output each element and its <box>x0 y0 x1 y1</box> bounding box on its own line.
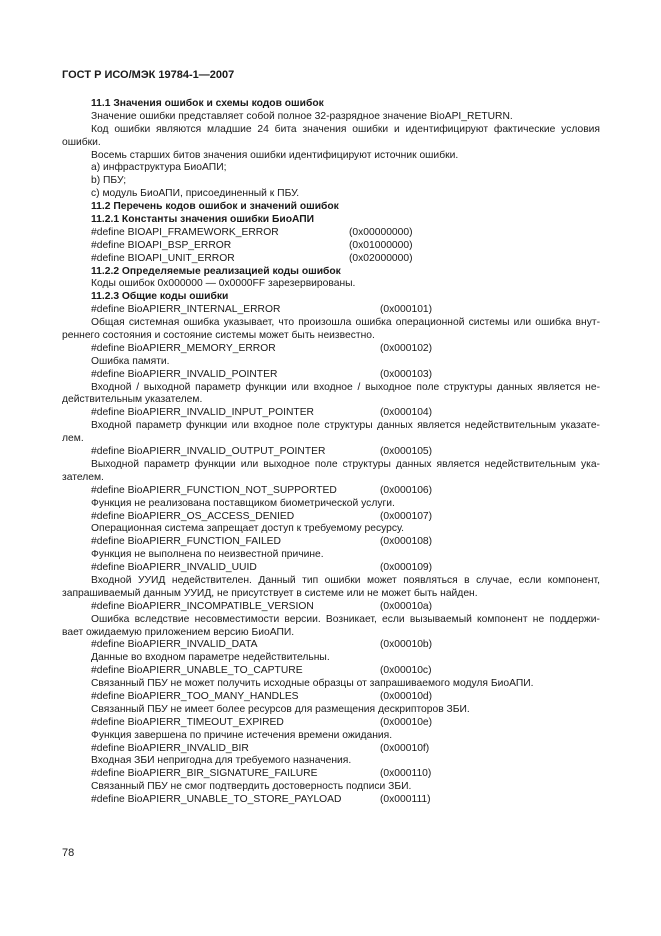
define-name: #define BioAPIERR_INTERNAL_ERROR <box>91 304 281 316</box>
paragraph-line: Функция завершена по причине истечения времени ожидания. <box>91 729 393 741</box>
paragraph-continuation: запрашиваемый данным УУИД, не присутствует в системе или не может быть найден. <box>62 587 478 599</box>
define-value: (0x00010f) <box>380 742 430 754</box>
paragraph-line: Входная ЗБИ непригодна для требуемого назначения. <box>91 755 352 767</box>
paragraph-line: Операционная система запрещает доступ к требуемому ресурсу. <box>91 523 405 535</box>
paragraph-line: Восемь старших битов значения ошибки идентифицируют источник ошибки. <box>91 149 459 161</box>
define-line <box>62 343 600 356</box>
define-value: (0x00010a) <box>380 600 433 612</box>
define-value: (0x000104) <box>380 407 433 419</box>
define-name: #define BioAPIERR_BIR_SIGNATURE_FAILURE <box>91 768 318 780</box>
paragraph-line: Коды ошибок 0x000000 — 0x0000FF зарезервированы. <box>91 278 356 290</box>
define-line <box>62 240 600 253</box>
define-name: #define BioAPIERR_INVALID_POINTER <box>91 368 278 380</box>
paragraph-line: Ошибка вследствие несовместимости версии. Возникает, если вызываемый компонент не поддержи- <box>91 613 600 625</box>
define-value: (0x000111) <box>380 794 431 806</box>
paragraph-line: Код ошибки являются младшие 24 бита значения ошибки и идентифицируют фактические условия <box>91 123 600 135</box>
section-heading: 11.2.3 Общие коды ошибки <box>91 291 229 303</box>
define-name: #define BioAPIERR_FUNCTION_FAILED <box>91 536 281 548</box>
paragraph-line: Ошибка памяти. <box>91 355 170 367</box>
define-line <box>62 253 600 266</box>
define-value: (0x01000000) <box>349 239 413 251</box>
define-value: (0x000110) <box>380 768 432 780</box>
section-heading: 11.2.1 Константы значения ошибки БиоАПИ <box>91 214 315 226</box>
define-name: #define BioAPIERR_INVALID_UUID <box>91 562 257 574</box>
define-value: (0x02000000) <box>349 252 413 264</box>
define-name: #define BioAPIERR_TOO_MANY_HANDLES <box>91 690 299 702</box>
document-body <box>62 98 600 807</box>
define-value: (0x000105) <box>380 446 433 458</box>
paragraph-line: Связанный ПБУ не может получить исходные образцы от запрашиваемого модуля БиоАПИ. <box>91 678 534 690</box>
define-name: #define BioAPIERR_INVALID_BIR <box>91 742 249 754</box>
define-line <box>62 665 600 678</box>
define-line <box>62 768 600 781</box>
paragraph-line: Входной УУИД недействителен. Данный тип ошибки может появляться в случае, если компонент, <box>91 574 600 586</box>
define-line <box>62 369 600 382</box>
define-name: #define BioAPIERR_MEMORY_ERROR <box>91 342 276 354</box>
define-value: (0x00000000) <box>349 226 413 238</box>
define-value: (0x00010b) <box>380 639 433 651</box>
define-line <box>62 691 600 704</box>
paragraph-line: b) ПБУ; <box>91 175 127 187</box>
paragraph-continuation: зателем. <box>62 471 104 483</box>
define-value: (0x000102) <box>380 342 433 354</box>
define-name: #define BIOAPI_BSP_ERROR <box>91 239 232 251</box>
define-value: (0x000108) <box>380 536 433 548</box>
define-line <box>62 601 600 614</box>
paragraph-continuation: реннего состояния и состояние системы может быть неизвестно. <box>62 330 375 342</box>
define-line <box>62 304 600 317</box>
paragraph-continuation: действительным указателем. <box>62 394 203 406</box>
define-name: #define BioAPIERR_UNABLE_TO_CAPTURE <box>91 665 303 677</box>
define-value: (0x000101) <box>380 304 433 316</box>
paragraph-line: а) инфраструктура БиоАПИ; <box>91 162 227 174</box>
define-value: (0x000107) <box>380 510 433 522</box>
define-name: #define BIOAPI_FRAMEWORK_ERROR <box>91 226 279 238</box>
define-line <box>62 536 600 549</box>
define-line <box>62 485 600 498</box>
define-name: #define BioAPIERR_INVALID_DATA <box>91 639 258 651</box>
define-value: (0x00010e) <box>380 716 433 728</box>
define-name: #define BioAPIERR_TIMEOUT_EXPIRED <box>91 716 284 728</box>
paragraph-line: Значение ошибки представляет собой полное 32-разрядное значение BioAPI_RETURN. <box>91 110 513 122</box>
define-name: #define BioAPIERR_UNABLE_TO_STORE_PAYLOAD <box>91 794 342 806</box>
paragraph-line: Связанный ПБУ не имеет более ресурсов для размещения дескрипторов ЗБИ. <box>91 703 470 715</box>
section-heading: 11.2 Перечень кодов ошибок и значений ошибок <box>91 201 339 213</box>
define-line <box>62 562 600 575</box>
section-heading: 11.1 Значения ошибок и схемы кодов ошибок <box>91 98 324 109</box>
define-name: #define BioAPIERR_OS_ACCESS_DENIED <box>91 510 295 522</box>
document-header: ГОСТ Р ИСО/МЭК 19784-1—2007 <box>62 69 235 81</box>
define-line <box>62 743 600 756</box>
define-name: #define BioAPIERR_INCOMPATIBLE_VERSION <box>91 600 314 612</box>
define-name: #define BIOAPI_UNIT_ERROR <box>91 252 235 264</box>
define-line <box>62 717 600 730</box>
define-line <box>62 511 600 524</box>
define-line <box>62 446 600 459</box>
define-value: (0x000106) <box>380 484 433 496</box>
paragraph-line: Входной параметр функции или входное поле структуры данных является недействительным указате- <box>91 420 600 432</box>
define-value: (0x000103) <box>380 368 433 380</box>
page-number: 78 <box>62 847 75 859</box>
paragraph-continuation: лем. <box>62 433 84 445</box>
define-line <box>62 227 600 240</box>
paragraph-line: Связанный ПБУ не смог подтвердить достоверность подписи ЗБИ. <box>91 781 412 793</box>
paragraph-continuation: ошибки. <box>62 136 101 148</box>
paragraph-line: Функция не реализована поставщиком биометрической услуги. <box>91 497 395 509</box>
define-name: #define BioAPIERR_INVALID_INPUT_POINTER <box>91 407 314 419</box>
define-line <box>62 407 600 420</box>
define-line <box>62 639 600 652</box>
define-value: (0x00010c) <box>380 665 432 677</box>
paragraph-continuation: вает ожидаемую приложением версию БиоАПИ. <box>62 626 295 638</box>
paragraph-line: Функция не выполнена по неизвестной причине. <box>91 549 324 561</box>
paragraph-line: Выходной параметр функции или выходное поле структуры данных является недействительным ука- <box>91 458 600 470</box>
paragraph-line: Входной / выходной параметр функции или входное / выходное поле структуры данных является не- <box>91 381 600 393</box>
define-line <box>62 794 600 807</box>
define-value: (0x000109) <box>380 562 433 574</box>
paragraph-line: с) модуль БиоАПИ, присоединенный к ПБУ. <box>91 188 300 200</box>
paragraph-line: Данные во входном параметре недействительны. <box>91 652 330 664</box>
define-name: #define BioAPIERR_INVALID_OUTPUT_POINTER <box>91 446 326 458</box>
section-heading: 11.2.2 Определяемые реализацией коды ошибок <box>91 265 341 277</box>
define-name: #define BioAPIERR_FUNCTION_NOT_SUPPORTED <box>91 484 337 496</box>
paragraph-line: Общая системная ошибка указывает, что произошла ошибка операционной системы или ошибка внут- <box>91 317 600 329</box>
define-value: (0x00010d) <box>380 690 433 702</box>
